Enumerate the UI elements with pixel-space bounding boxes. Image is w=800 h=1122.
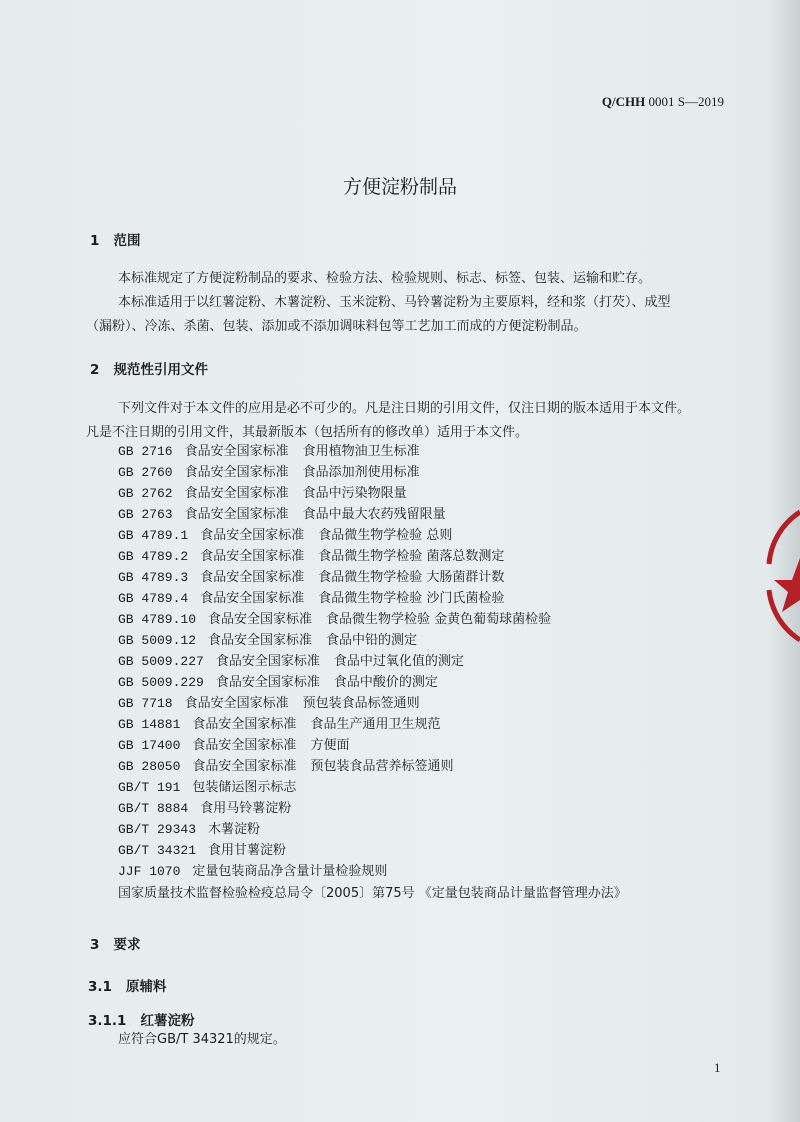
section-number: 3.1.1 <box>88 1013 127 1029</box>
reference-item <box>118 548 758 567</box>
reference-title: 木薯淀粉 <box>208 822 261 837</box>
reference-title: 食品安全国家标准 <box>215 675 320 690</box>
paragraph: （漏粉）、冷冻、杀菌、包装、添加或不添加调味料包等工艺加工而成的方便淀粉制品。 <box>86 319 587 334</box>
reference-item <box>118 758 758 777</box>
section-title: 规范性引用文件 <box>113 362 209 378</box>
reference-title: 食品安全国家标准 <box>200 591 305 606</box>
red-seal-stamp <box>762 500 800 650</box>
reference-title: 食用植物油卫生标准 <box>302 444 420 459</box>
reference-code: GB 2762 <box>118 486 173 501</box>
reference-title: 食品微生物学检验 菌落总数测定 <box>318 549 505 564</box>
section-title: 要求 <box>113 937 141 953</box>
reference-item <box>118 506 758 525</box>
reference-title: 食品安全国家标准 <box>200 549 305 564</box>
reference-item <box>118 485 758 504</box>
reference-code: GB 4789.10 <box>118 612 197 627</box>
reference-item <box>118 590 758 609</box>
paragraph: 本标准适用于以红薯淀粉、木薯淀粉、玉米淀粉、马铃薯淀粉为主要原料，经和浆（打芡）、成型 <box>118 295 671 310</box>
reference-code: JJF 1070 <box>118 864 181 879</box>
reference-title: 食用马铃薯淀粉 <box>200 801 292 816</box>
reference-title: 食品中酸价的测定 <box>333 675 438 690</box>
reference-item <box>118 569 758 588</box>
reference-code: GB/T 191 <box>118 780 181 795</box>
reference-title: 食品微生物学检验 沙门氏菌检验 <box>318 591 505 606</box>
reference-title: 定量包装商品净含量计量检验规则 <box>192 864 388 879</box>
section-number: 3 <box>90 937 100 953</box>
reference-item: 国家质量技术监督检验检疫总局令〔2005〕第75号 《定量包装商品计量监督管理办法》 <box>118 886 627 901</box>
reference-title: 食品生产通用卫生规范 <box>310 717 441 732</box>
reference-code: GB 2763 <box>118 507 173 522</box>
code-prefix: Q/CHH <box>601 94 646 109</box>
section-3-heading <box>90 933 141 953</box>
reference-item <box>118 695 758 714</box>
reference-title: 食品微生物学检验 总则 <box>318 528 453 543</box>
paragraph: 应符合GB/T 34321的规定。 <box>118 1032 286 1047</box>
reference-code: GB 2760 <box>118 465 173 480</box>
reference-code: GB 5009.229 <box>118 675 204 690</box>
section-number: 3.1 <box>88 979 112 995</box>
reference-code: GB/T 34321 <box>118 843 197 858</box>
reference-title: 食品安全国家标准 <box>184 696 289 711</box>
reference-code: GB 28050 <box>118 759 181 774</box>
reference-code: GB 4789.1 <box>118 528 189 543</box>
paragraph: 本标准规定了方便淀粉制品的要求、检验方法、检验规则、标志、标签、包装、运输和贮存。 <box>118 271 652 286</box>
reference-code: GB 5009.227 <box>118 654 204 669</box>
section-3-1-1-heading <box>88 1009 195 1029</box>
page-number: 1 <box>714 1060 721 1075</box>
reference-title: 食品中铅的测定 <box>326 633 418 648</box>
section-title: 范围 <box>113 233 141 249</box>
reference-item <box>118 779 758 798</box>
reference-title: 食品安全国家标准 <box>192 738 297 753</box>
reference-code: GB 17400 <box>118 738 181 753</box>
reference-item <box>118 737 758 756</box>
reference-item <box>118 653 758 672</box>
reference-code: GB 7718 <box>118 696 173 711</box>
section-1-heading <box>90 229 141 249</box>
reference-title: 食品安全国家标准 <box>208 612 313 627</box>
reference-title: 食品安全国家标准 <box>200 570 305 585</box>
reference-item <box>118 716 758 735</box>
reference-title: 食品安全国家标准 <box>184 486 289 501</box>
reference-item <box>118 821 758 840</box>
reference-item <box>118 800 758 819</box>
reference-code: GB 4789.3 <box>118 570 189 585</box>
reference-item <box>118 611 758 630</box>
reference-title: 食品安全国家标准 <box>200 528 305 543</box>
reference-title: 食品添加剂使用标准 <box>302 465 420 480</box>
section-title: 原辅料 <box>126 979 167 995</box>
reference-code: GB 14881 <box>118 717 181 732</box>
reference-title: 预包装食品标签通则 <box>302 696 420 711</box>
document-title: 方便淀粉制品 <box>342 176 457 198</box>
reference-code: GB 5009.12 <box>118 633 197 648</box>
reference-code: GB/T 29343 <box>118 822 197 837</box>
reference-item <box>118 842 758 861</box>
reference-title: 食品中过氧化值的测定 <box>333 654 464 669</box>
reference-title: 食品安全国家标准 <box>215 654 320 669</box>
reference-title: 食品微生物学检验 大肠菌群计数 <box>318 570 505 585</box>
reference-item <box>118 863 758 882</box>
reference-code: GB 4789.4 <box>118 591 189 606</box>
reference-title: 预包装食品营养标签通则 <box>310 759 454 774</box>
reference-title: 食品安全国家标准 <box>184 444 289 459</box>
paragraph: 凡是不注日期的引用文件，其最新版本（包括所有的修改单）适用于本文件。 <box>86 425 529 440</box>
reference-title: 食品安全国家标准 <box>184 507 289 522</box>
reference-item <box>118 443 758 462</box>
reference-title: 食品中最大农药残留限量 <box>302 507 446 522</box>
reference-title: 包装储运图示标志 <box>192 780 297 795</box>
section-number: 1 <box>90 233 100 249</box>
paragraph: 下列文件对于本文件的应用是必不可少的。凡是注日期的引用文件，仅注日期的版本适用于本文件。 <box>118 401 691 416</box>
reference-title: 方便面 <box>310 738 350 753</box>
reference-item <box>118 527 758 546</box>
section-title: 红薯淀粉 <box>140 1013 195 1029</box>
reference-code: GB/T 8884 <box>118 801 189 816</box>
reference-item <box>118 464 758 483</box>
reference-title: 食品安全国家标准 <box>192 759 297 774</box>
reference-code: GB 4789.2 <box>118 549 189 564</box>
reference-title: 食品中污染物限量 <box>302 486 407 501</box>
reference-title: 食用甘薯淀粉 <box>208 843 287 858</box>
code-number: 0001 S—2019 <box>648 94 724 109</box>
reference-item <box>118 674 758 693</box>
section-number: 2 <box>90 362 100 378</box>
reference-item <box>118 632 758 651</box>
reference-code: GB 2716 <box>118 444 173 459</box>
section-2-heading <box>90 358 208 378</box>
reference-title: 食品安全国家标准 <box>192 717 297 732</box>
reference-title: 食品安全国家标准 <box>184 465 289 480</box>
reference-title: 食品微生物学检验 金黄色葡萄球菌检验 <box>326 612 552 627</box>
standard-code <box>602 94 724 110</box>
reference-title: 食品安全国家标准 <box>208 633 313 648</box>
section-3-1-heading <box>88 975 167 995</box>
